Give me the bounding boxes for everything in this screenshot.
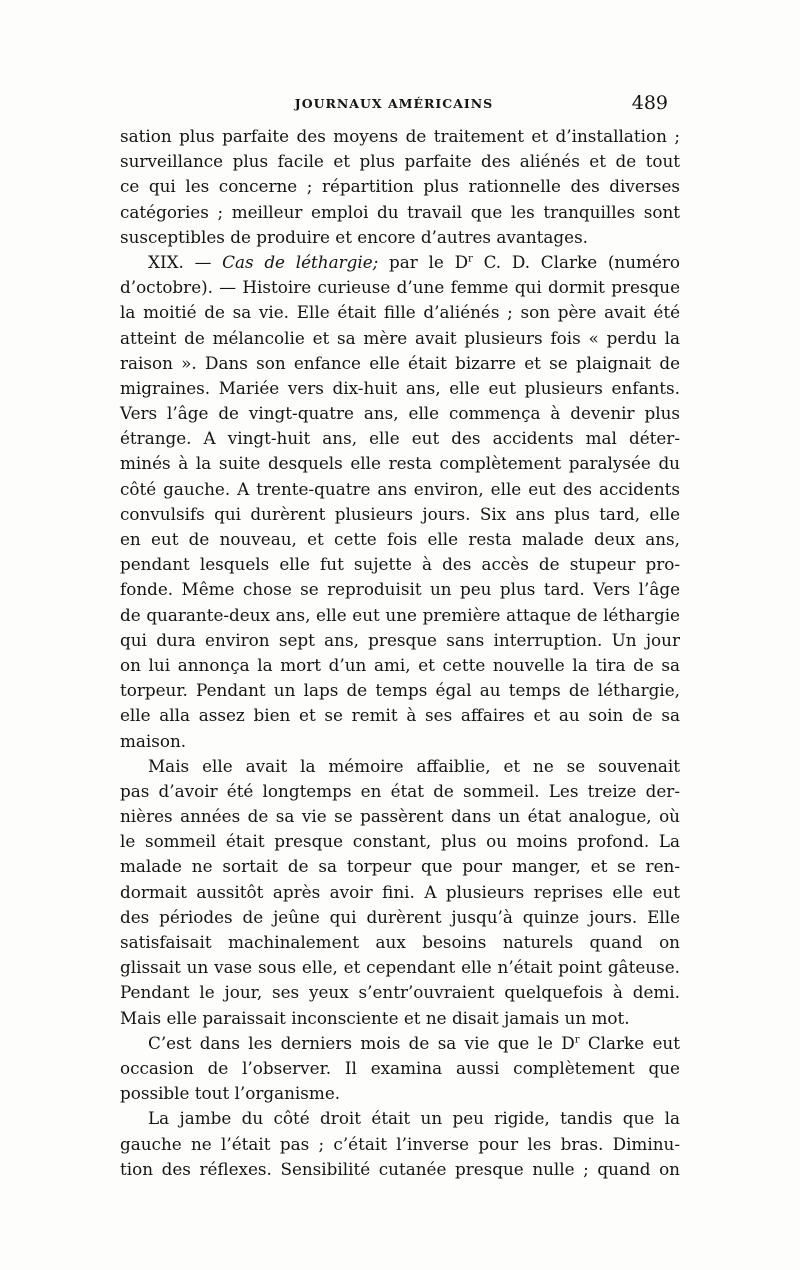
text-line: fonde. Même chose se reproduisit un peu plus tard. Vers l’âge [120,579,680,600]
text-line: pas d’avoir été longtemps en état de sommeil. Les treize der- [120,780,680,801]
text-line: convulsifs qui durèrent plusieurs jours. Six ans plus tard, elle [120,503,680,524]
text-line: en eut de nouveau, et cette fois elle resta malade deux ans, [120,529,680,549]
section-author: C. D. Clarke (numéro [472,251,681,272]
text-line: nières années de sa vie se passèrent dans un état analogue, où [120,806,680,827]
section-title: Cas de léthargie; [222,251,379,272]
body-text [120,124,680,1182]
running-title: JOURNAUX AMÉRICAINS [294,96,494,111]
text-line: qui dura environ sept ans, presque sans interruption. Un jour [120,629,680,650]
text-line: le sommeil était presque constant, plus ou moins profond. La [120,831,680,852]
text-line: ce qui les concerne ; répartition plus rationnelle des diverses [120,176,680,197]
text-line: surveillance plus facile et plus parfaite des aliénés et de tout [120,151,680,172]
text-line: maison. [120,730,187,751]
text-line: étrange. A vingt-huit ans, elle eut des accidents mal déter- [120,428,680,449]
text-line: côté gauche. A trente-quatre ans environ, elle eut des accidents [120,478,680,499]
text-line: on lui annonça la mort d’un ami, et cette nouvelle la tira de sa [120,654,680,675]
text-line: possible tout l’organisme. [120,1083,341,1104]
text-line: Mais elle avait la mémoire affaiblie, et ne se souvenait [148,755,680,776]
text-line: elle alla assez bien et se remit à ses affaires et au soin de sa [120,705,680,726]
superscript: r [574,1034,580,1046]
text-line: migraines. Mariée vers dix-huit ans, elle eut plusieurs enfants. [120,377,680,398]
text-line: La jambe du côté droit était un peu rigide, tandis que la [148,1108,680,1129]
section-number: XIX. — [148,251,223,272]
text-line: occasion de l’observer. Il examina aussi complètement que [120,1057,680,1078]
text-line: d’octobre). — Histoire curieuse d’une femme qui dormit presque [120,277,680,298]
section-author-prefix: par le D [378,251,469,272]
text-line: pendant lesquels elle fut sujette à des accès de stupeur pro- [120,554,680,575]
line-text: C’est dans les derniers mois de sa vie que le D [148,1032,575,1053]
text-line: catégories ; meilleur emploi du travail que les tranquilles sont [120,201,680,222]
text-line: gauche ne l’était pas ; c’était l’inverse pour les bras. Diminu- [120,1133,680,1154]
text-line-with-superscript [120,1031,680,1056]
text-line: Pendant le jour, ses yeux s’entr’ouvraient quelquefois à demi. [120,982,680,1003]
text-line: Vers l’âge de vingt-quatre ans, elle commença à devenir plus [120,403,680,424]
line-text: Clarke eut [579,1032,680,1053]
text-line: dormait aussitôt après avoir fini. A plusieurs reprises elle eut [120,881,680,902]
text-line: de quarante-deux ans, elle eut une première attaque de léthargie [120,604,680,625]
text-line: Mais elle paraissait inconsciente et ne disait jamais un mot. [120,1007,630,1028]
text-line: sation plus parfaite des moyens de traitement et d’installation ; [120,126,680,146]
running-head [120,92,668,118]
text-line: raison ». Dans son enfance elle était bizarre et se plaignait de [120,352,680,373]
text-line: tion des réflexes. Sensibilité cutanée presque nulle ; quand on [120,1158,680,1179]
text-line: susceptibles de produire et encore d’autres avantages. [120,226,589,247]
text-line: torpeur. Pendant un laps de temps égal au temps de léthargie, [120,680,680,701]
text-line: minés à la suite desquels elle resta complètement paralysée du [120,453,680,474]
text-line: des périodes de jeûne qui durèrent jusqu’à quinze jours. Elle [120,906,680,927]
text-line: malade ne sortait de sa torpeur que pour manger, et se ren- [120,856,680,877]
page-number: 489 [631,92,668,114]
text-line: la moitié de sa vie. Elle était fille d’aliénés ; son père avait été [120,302,680,323]
text-line: satisfaisait machinalement aux besoins naturels quand on [120,932,680,952]
text-line: glissait un vase sous elle, et cependant elle n’était point gâteuse. [120,957,680,978]
section-heading-line [120,250,680,275]
superscript: r [468,253,473,265]
text-line: atteint de mélancolie et sa mère avait plusieurs fois « perdu la [120,327,680,348]
